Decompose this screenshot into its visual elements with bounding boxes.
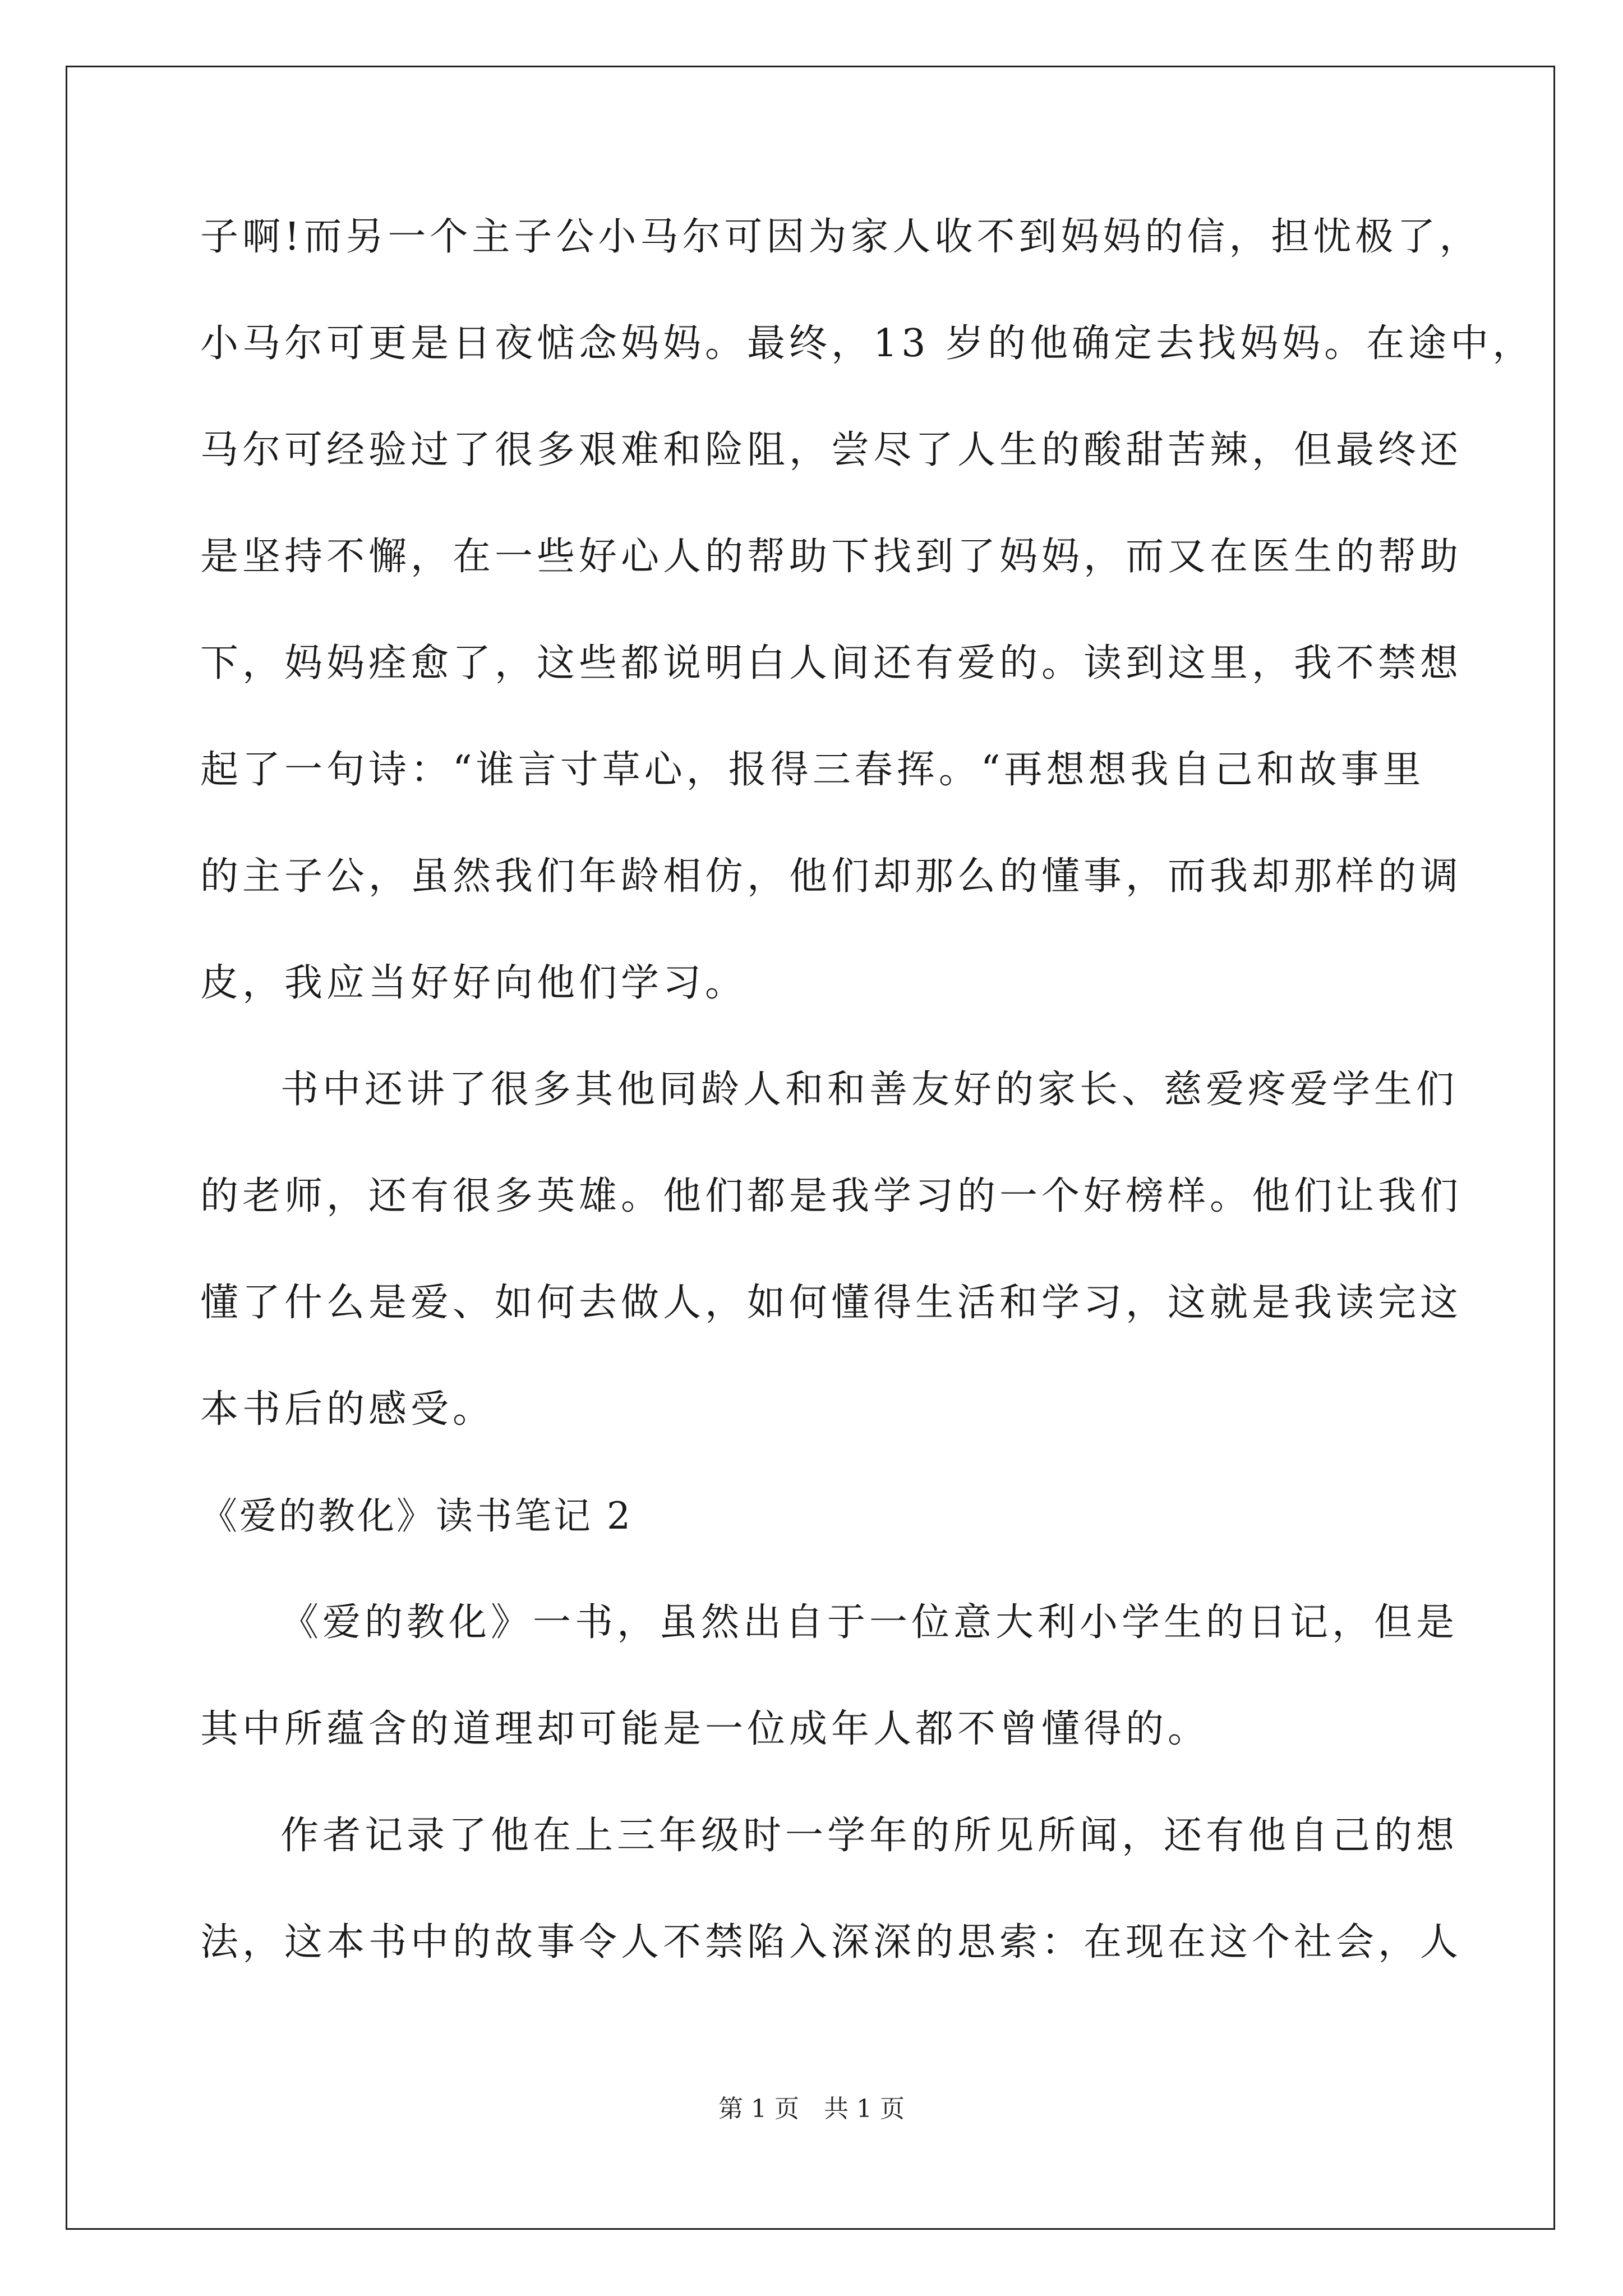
paragraph-first-line: 作者记录了他在上三年级时一学年的所见所闻，还有他自己的想 xyxy=(280,1814,1459,1858)
body-line: 懂了什么是爱、如何去做人，如何懂得生活和学习，这就是我读完这 xyxy=(200,1281,1463,1325)
page-number-footer: 第 1 页 共 1 页 xyxy=(718,2095,905,2123)
paragraph-first-line: 《爱的教化》一书，虽然出自于一位意大利小学生的日记，但是 xyxy=(280,1600,1459,1645)
body-line: 子啊!而另一个主子公小马尔可因为家人收不到妈妈的信，担忧极了， xyxy=(200,215,1482,259)
page-border xyxy=(66,66,1555,2230)
section-heading: 《爱的教化》读书笔记 2 xyxy=(200,1494,633,1538)
body-line: 本书后的感受。 xyxy=(200,1387,495,1432)
body-line: 法，这本书中的故事令人不禁陷入深深的思索：在现在这个社会，人 xyxy=(200,1920,1463,1964)
body-line: 下，妈妈痊愈了，这些都说明白人间还有爱的。读到这里，我不禁想 xyxy=(200,641,1463,685)
body-line: 的老师，还有很多英雄。他们都是我学习的一个好榜样。他们让我们 xyxy=(200,1174,1463,1218)
body-line: 皮，我应当好好向他们学习。 xyxy=(200,961,748,1005)
body-line: 的主子公，虽然我们年龄相仿，他们却那么的懂事，而我却那样的调 xyxy=(200,854,1463,899)
body-line: 马尔可经验过了很多艰难和险阻，尝尽了人生的酸甜苦辣，但最终还 xyxy=(200,428,1463,472)
paragraph-first-line: 书中还讲了很多其他同龄人和和善友好的家长、慈爱疼爱学生们 xyxy=(280,1068,1459,1112)
body-line: 是坚持不懈，在一些好心人的帮助下找到了妈妈，而又在医生的帮助 xyxy=(200,535,1463,579)
body-line: 其中所蕴含的道理却可能是一位成年人都不曾懂得的。 xyxy=(200,1707,1210,1751)
body-line: 小马尔可更是日夜惦念妈妈。最终，13 岁的他确定去找妈妈。在途中， xyxy=(200,321,1535,366)
body-line: 起了一句诗：“谁言寸草心，报得三春挥。“再想想我自己和故事里 xyxy=(200,748,1425,792)
